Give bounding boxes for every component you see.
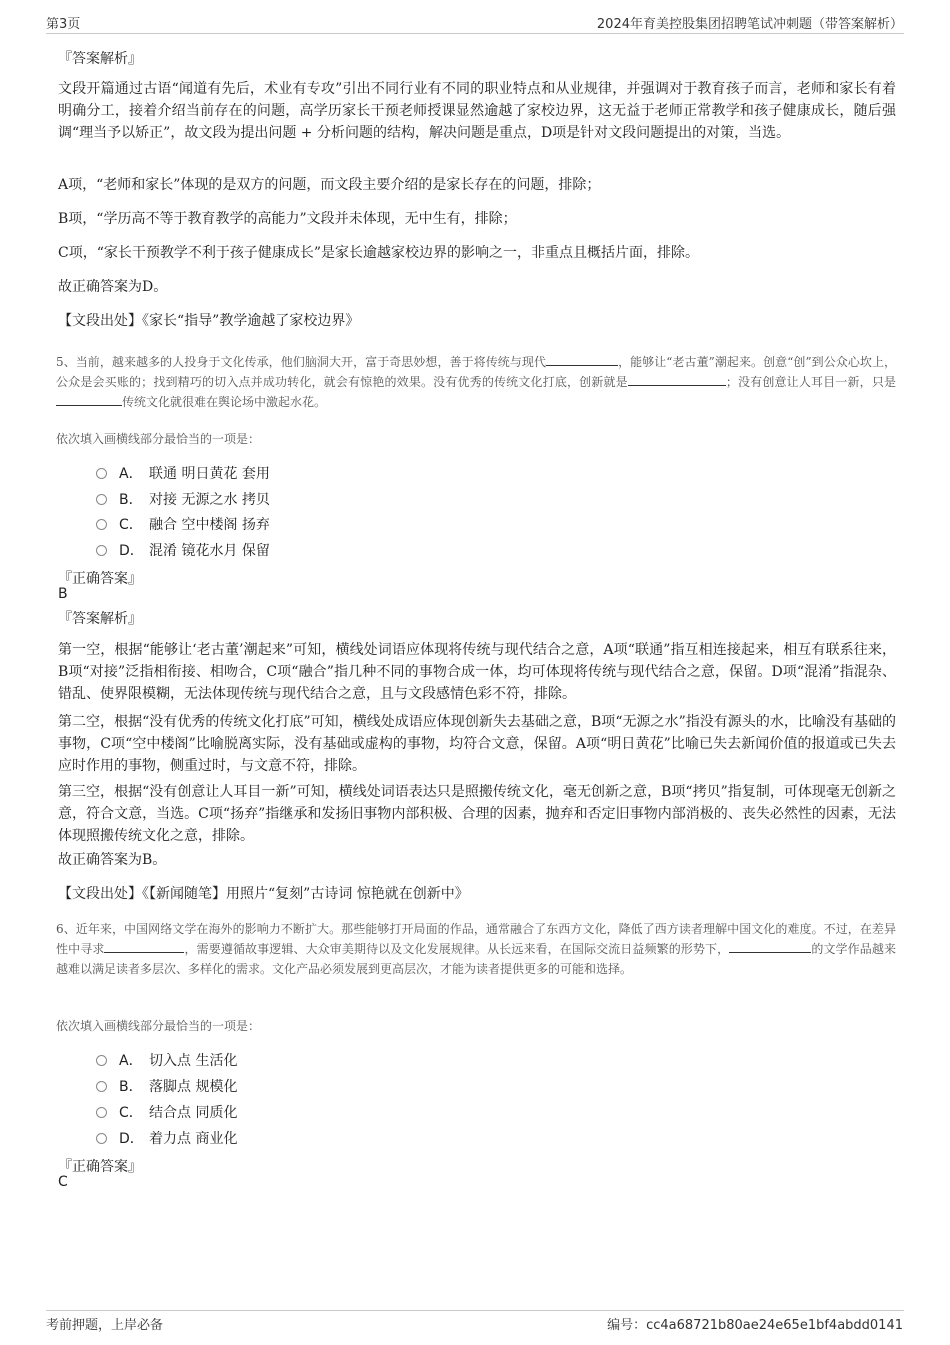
footer-slogan: 考前押题，上岸必备 <box>46 1318 164 1333</box>
document-title: 2024年育美控股集团招聘笔试冲刺题（带答案解析） <box>596 17 903 32</box>
header-divider <box>46 33 904 34</box>
option-b[interactable]: B． 落脚点 规模化 <box>96 1076 237 1096</box>
q5-analysis-paragraph: 第一空，根据“能够让‘老古董’潮起来”可知，横线处词语应体现将传统与现代结合之意，A项“联通”指互相连接起来，相互有联系往来，B项“对接”泛指相衔接、相吻合，C项“融合”指几种不同的事物合成一体，均可体现将传统与现代结合之意，保留。D项“混淆”指混杂、错乱、使界限模糊，无法体现传统与现代结合之意，且与文段感情色彩不符，排除。 <box>58 642 896 702</box>
prev-analysis-paragraph: A项，“老师和家长”体现的是双方的问题，而文段主要介绍的是家长存在的问题，排除； <box>58 177 601 193</box>
radio-button[interactable] <box>96 1081 107 1092</box>
radio-button[interactable] <box>96 519 107 530</box>
fill-blank <box>628 373 726 386</box>
page-number: 第3页 <box>46 17 81 32</box>
radio-button[interactable] <box>96 494 107 505</box>
q5-analysis-paragraph: 第三空，根据“没有创意让人耳目一新”可知，横线处词语表达只是照搬传统文化，毫无创新之意，B项“拷贝”指复制，可体现毫无创新之意，符合文意，当选。C项“扬弃”指继承和发扬旧事物内部积极、合理的因素，抛弃和否定旧事物内部消极的、丧失必然性的因素，无法体现照搬传统文化之意，排除。 <box>58 784 896 844</box>
fill-blank <box>546 353 618 366</box>
option-b[interactable]: B． 对接 无源之水 拷贝 <box>96 489 270 509</box>
q5-analysis-paragraph: 故正确答案为B。 <box>58 852 167 868</box>
q5-analysis-paragraph: 第二空，根据“没有优秀的传统文化打底”可知，横线处成语应体现创新失去基础之意，B项“无源之水”指没有源头的水，比喻没有基础的事物，C项“空中楼阁”比喻脱离实际，没有基础或虚构的事物，均符合文意，保留。A项“明日黄花”比喻已失去新闻价值的报道或已失去应时作用的事物，侧重过时，与文意不符，排除。 <box>58 714 896 774</box>
fill-blank <box>56 393 122 406</box>
q5-source: 【文段出处】《【新闻随笔】用照片“复刻”古诗词 惊艳就在创新中》 <box>58 886 469 902</box>
question-6-instruction: 依次填入画横线部分最恰当的一项是： <box>56 1019 261 1033</box>
option-c[interactable]: C． 结合点 同质化 <box>96 1102 237 1122</box>
option-d[interactable]: D． 着力点 商业化 <box>96 1128 237 1148</box>
document-id: 编号：cc4a68721b80ae24e65e1bf4abdd0141 <box>607 1318 903 1333</box>
correct-answer: B <box>58 586 68 602</box>
question-5-stem: 5、当前，越来越多的人投身于文化传承，他们脑洞大开，富于奇思妙想，善于将传统与现代 ，能够让“老古董”潮起来。创意“创”到公众心坎上，公众是会买账的；找到精巧的切入点并成功转化，就会有惊艳的效果。没有优秀的传统文化打底，创新就是 ；没有创意让人耳目一新，只是传统文化就很难在舆论场中激起水花。 <box>56 355 897 409</box>
radio-button[interactable] <box>96 545 107 556</box>
option-a[interactable]: A． 联通 明日黄花 套用 <box>96 463 270 483</box>
correct-answer: C <box>58 1174 68 1190</box>
correct-answer-label: 『正确答案』 <box>58 1159 142 1175</box>
prev-source: 【文段出处】《家长“指导”教学逾越了家校边界》 <box>58 313 360 329</box>
prev-analysis-paragraph: 故正确答案为D。 <box>58 279 168 295</box>
fill-blank <box>729 940 811 953</box>
correct-answer-label: 『正确答案』 <box>58 571 142 587</box>
option-c[interactable]: C． 融合 空中楼阁 扬弃 <box>96 514 270 534</box>
prev-analysis-label: 『答案解析』 <box>58 51 142 67</box>
radio-button[interactable] <box>96 1107 107 1118</box>
option-d[interactable]: D． 混淆 镜花水月 保留 <box>96 540 270 560</box>
option-a[interactable]: A． 切入点 生活化 <box>96 1050 237 1070</box>
analysis-label: 『答案解析』 <box>58 611 142 627</box>
radio-button[interactable] <box>96 468 107 479</box>
prev-analysis-paragraph: B项，“学历高不等于教育教学的高能力”文段并未体现，无中生有，排除； <box>58 211 517 227</box>
question-6-stem: 6、近年来，中国网络文学在海外的影响力不断扩大。那些能够打开局面的作品，通常融合了东西方文化，降低了西方读者理解中国文化的难度。不过，在差异性中寻求 ，需要遵循故事逻辑、大众审美期待以及文化发展规律。从长远来看，在国际交流日益频繁的形势下， 的文学作品越来越难以满足读者多层次、多样化的需求。文化产品必须发展到更高层次，才能为读者提供更多的可能和选择。 <box>56 922 896 976</box>
question-5-instruction: 依次填入画横线部分最恰当的一项是： <box>56 432 261 446</box>
footer-divider <box>46 1310 904 1311</box>
prev-analysis-paragraph: C项，“家长干预教学不利于孩子健康成长”是家长逾越家校边界的影响之一，非重点且概括片面，排除。 <box>58 245 700 261</box>
radio-button[interactable] <box>96 1055 107 1066</box>
radio-button[interactable] <box>96 1133 107 1144</box>
prev-analysis-paragraph: 文段开篇通过古语“闻道有先后，术业有专攻”引出不同行业有不同的职业特点和从业规律，并强调对于教育孩子而言，老师和家长有着明确分工，接着介绍当前存在的问题，高学历家长干预老师授课显然逾越了家校边界，这无益于老师正常教学和孩子健康成长，随后强调“理当予以矫正”，故文段为提出问题 + 分析问题的结构，解决问题是重点，D项是针对文段问题提出的对策，当选。 <box>58 81 896 141</box>
fill-blank <box>104 940 184 953</box>
